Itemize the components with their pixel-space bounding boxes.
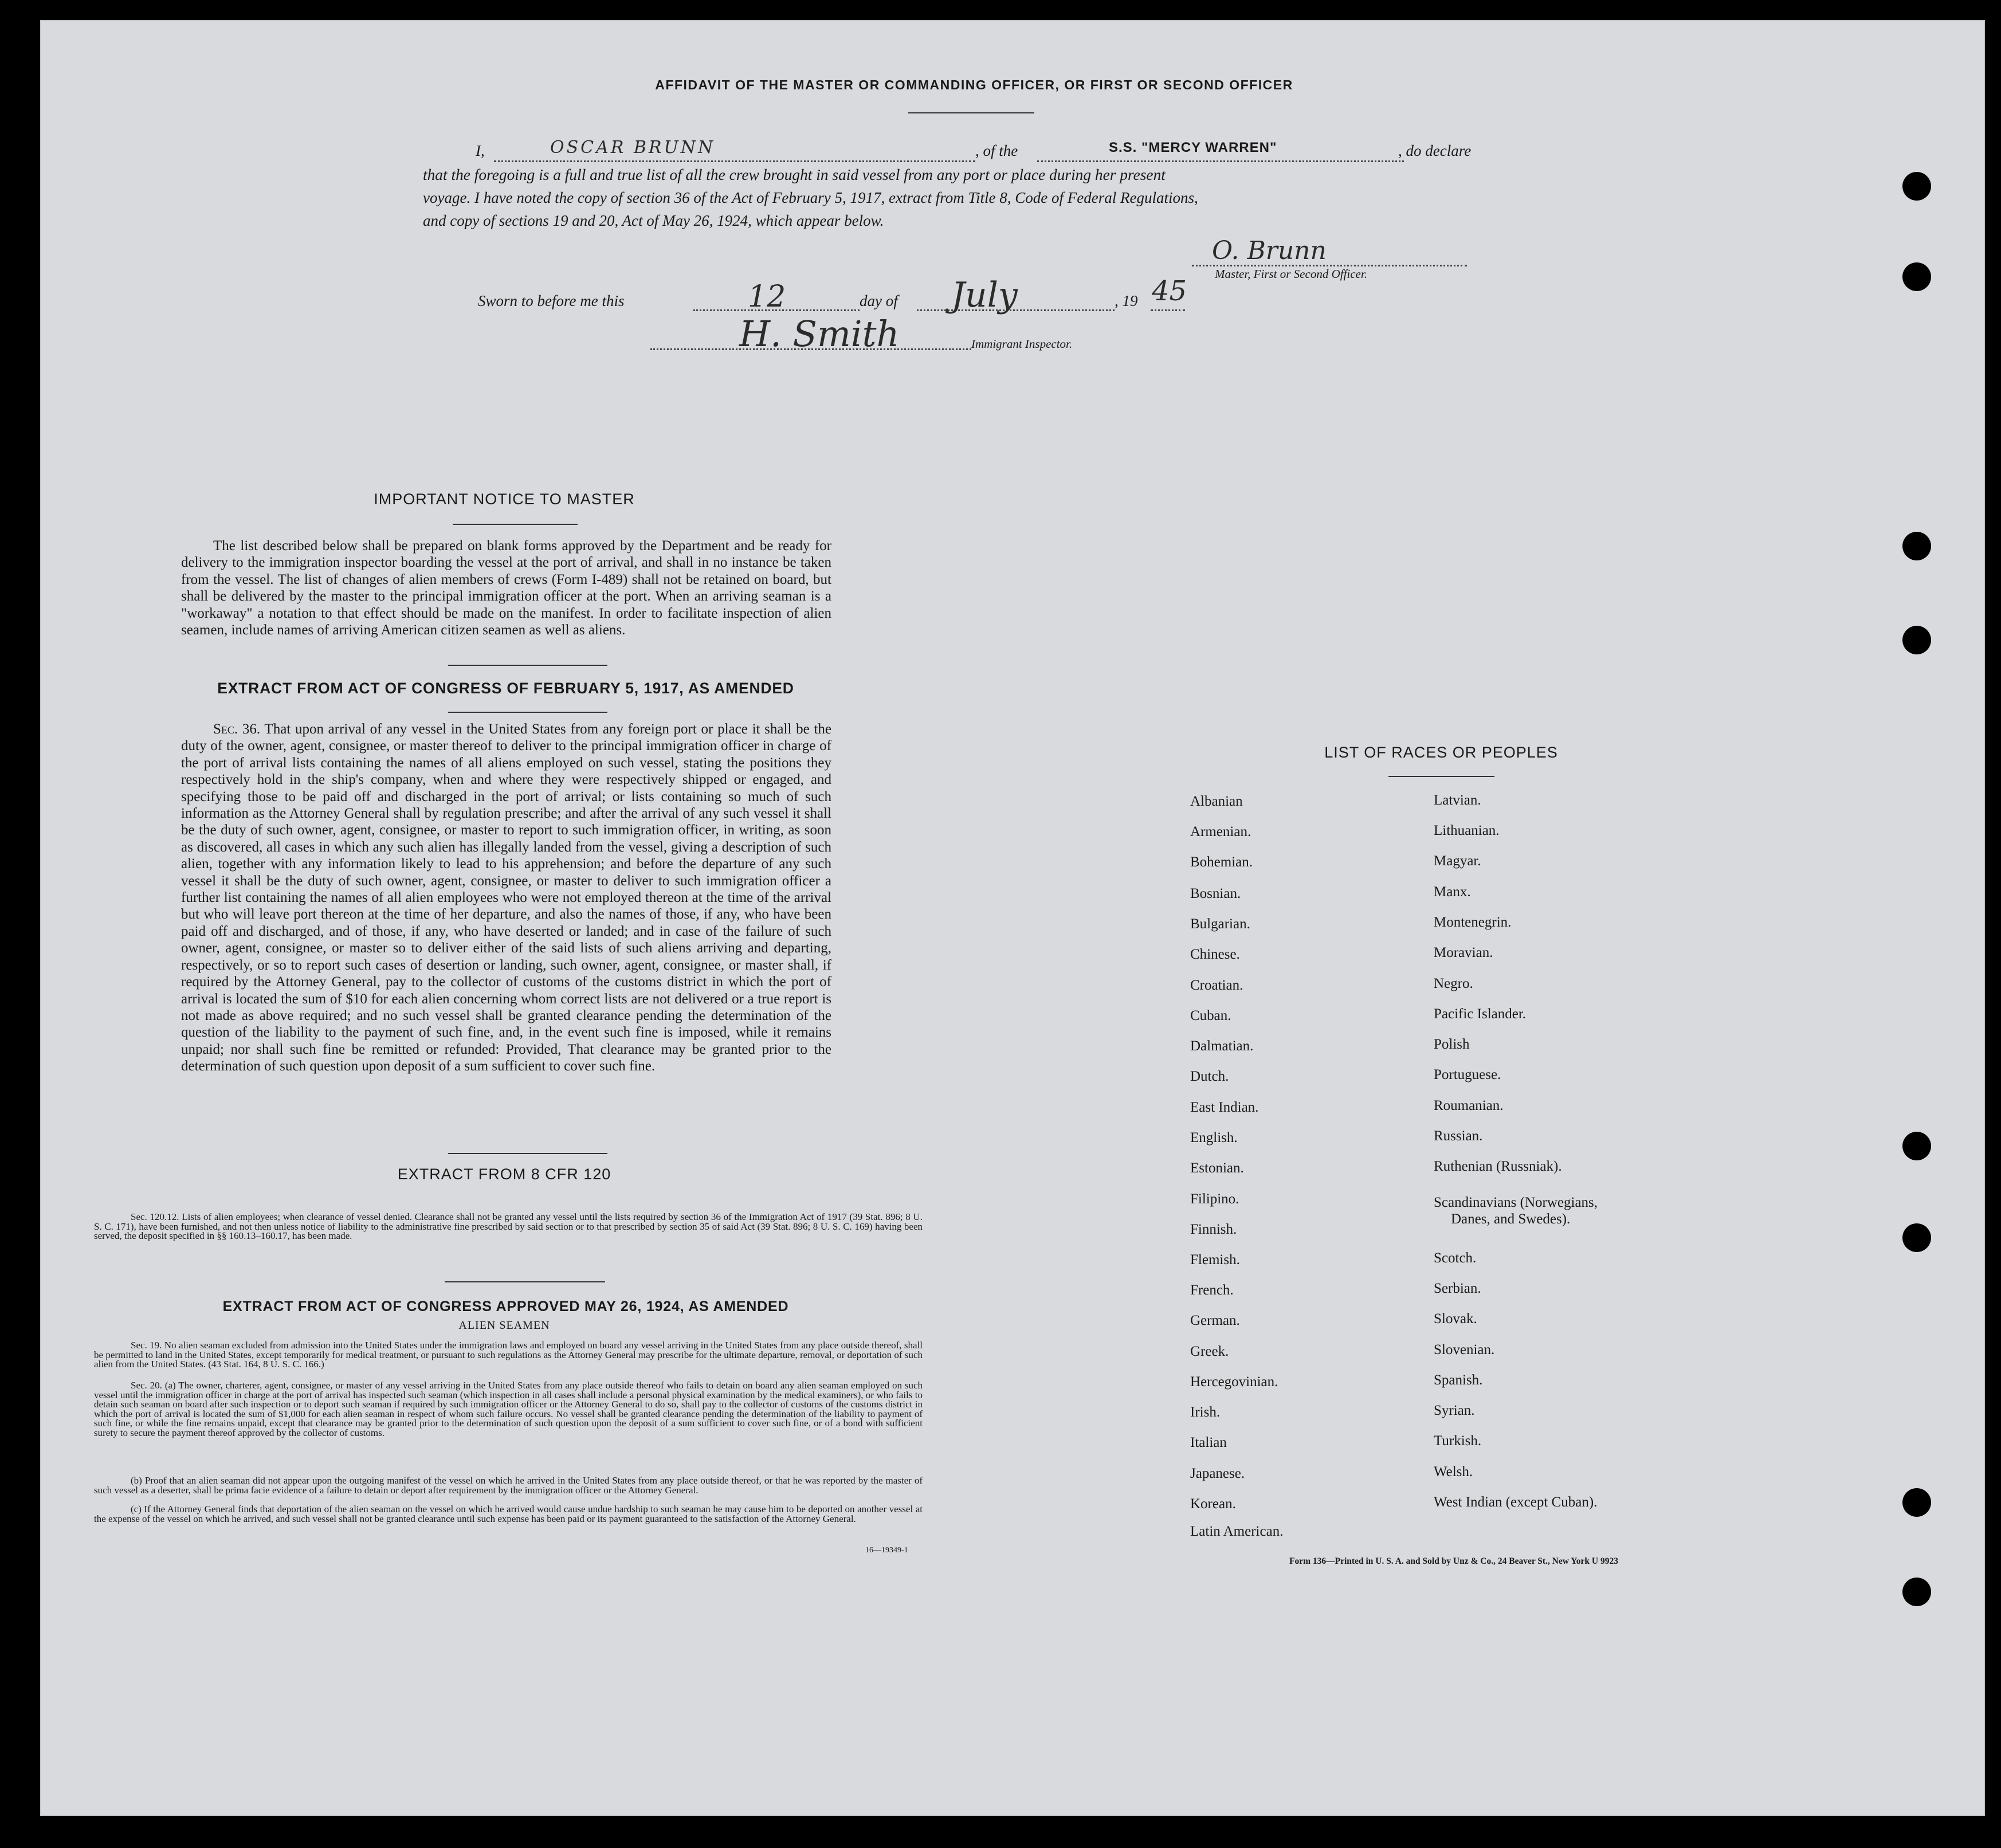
race-item: East Indian.: [1190, 1100, 1259, 1115]
race-item: Ruthenian (Russniak).: [1434, 1159, 1562, 1174]
punch-hole: [1902, 532, 1931, 560]
extract-1924-subtitle: ALIEN SEAMEN: [458, 1319, 550, 1332]
race-item: Serbian.: [1434, 1281, 1481, 1296]
race-item: Slovenian.: [1434, 1342, 1495, 1357]
race-item: French.: [1190, 1282, 1234, 1298]
punch-hole: [1902, 626, 1931, 654]
race-item: Russian.: [1434, 1128, 1483, 1144]
race-item: Danes, and Swedes).: [1451, 1211, 1571, 1227]
sworn-year: 45: [1152, 275, 1187, 307]
year-prefix: , 19: [1115, 292, 1138, 309]
extract-1917-divider: [448, 712, 607, 713]
sec-36-body: That upon arrival of any vessel in the United States from any foreign port or place it shall be the duty of the owner, agent, consignee, or master thereof to deliver to the principal immigration officer in charge of the port of arrival lists containing the names of all aliens employed on such vessel, stating the positions they respectively hold in the ship's company, when and where they were respectively shipped or engaged, and specifying those to be paid off and discharged in the port of arrival; or lists containing so much of such information as the Attorney General shall by regulation prescribe; and after the arrival of any such vessel it shall be the duty of such owner, agent, consignee, or master to report to such immigration officer, in writing, as soon as discovered, all cases in which any such alien has illegally landed from the vessel, giving a description of such alien, together with any information likely to lead to his apprehension; and before the departure of any such vessel it shall be the duty of such owner, agent, consignee, or master to deliver to such immigration officer a further list containing the names of all alien employees who were not employed thereon at the time of the arrival but who will leave port thereon at the time of her departure, and also the names of those, if any, who have been paid off and discharged, and of those, if any, who have deserted or landed; and in case of the failure of such owner, agent, consignee, or master so to deliver either of the said lists of such aliens arriving and departing, respectively, or so to report such cases of desertion or landing, such owner, agent, consignee, or master shall, if required by the Attorney General, pay to the collector of customs of the customs district in which the port of arrival is located the sum of $10 for each alien concerning whom correct lists are not delivered or a true report is not made as above required; and no such vessel shall be granted clearance pending the determination of the question of the liability to the payment of such fine, and, in the event such fine is imposed, while it remains unpaid; nor shall such fine be remitted or refunded: Provided, That clearance may be granted prior to the determination of such question upon deposit of a sum sufficient to cover such fine.: [181, 721, 831, 1074]
race-item: Finnish.: [1190, 1222, 1237, 1237]
affidavit-body-1: that the foregoing is a full and true list of all the crew brought in said vessel from any port or place during her present: [423, 166, 1166, 183]
punch-hole: [1902, 1488, 1931, 1517]
i-label: I,: [476, 142, 485, 159]
race-item: Scotch.: [1434, 1250, 1477, 1266]
master-name: OSCAR BRUNN: [550, 138, 716, 158]
races-title: LIST OF RACES OR PEOPLES: [1324, 744, 1558, 761]
extract-1917-text: [181, 721, 831, 1075]
race-item: Italian: [1190, 1435, 1227, 1450]
punch-hole: [1902, 1132, 1931, 1160]
race-item: Bulgarian.: [1190, 916, 1250, 932]
race-item: English.: [1190, 1130, 1238, 1145]
race-item: Estonian.: [1190, 1160, 1244, 1176]
extract-1924-title: EXTRACT FROM ACT OF CONGRESS APPROVED MAY 26, 1924, AS AMENDED: [222, 1298, 789, 1315]
race-item: Irish.: [1190, 1404, 1221, 1420]
race-item: Bosnian.: [1190, 886, 1241, 901]
race-item: Montenegrin.: [1434, 915, 1512, 930]
master-signature: O. Brunn: [1212, 236, 1327, 265]
vessel-line: [1037, 160, 1404, 162]
race-item: Korean.: [1190, 1496, 1236, 1512]
race-item: Dutch.: [1190, 1069, 1229, 1084]
race-item: Moravian.: [1434, 945, 1493, 960]
race-item: Slovak.: [1434, 1311, 1477, 1327]
race-item: Portuguese.: [1434, 1067, 1501, 1082]
race-item: Albanian: [1190, 794, 1243, 809]
race-item: Chinese.: [1190, 947, 1240, 962]
title-divider: [908, 112, 1034, 113]
inspector-signature: H. Smith: [739, 313, 900, 355]
race-item: Latvian.: [1434, 792, 1481, 808]
notice-text: The list described below shall be prepared on blank forms approved by the Department and be ready for delivery to the immigration inspector boarding the vessel at the port of arrival, and shall in no instance be taken from the vessel. The list of changes of alien members of crews (Form I-489) shall not be retained on board, but shall be delivered by the master to the principal immigration officer at the port. When an arriving seaman is a "workaway" a notation to that effect should be made on the manifest. In order to facilitate inspection of alien seamen, include names of arriving American citizen seamen as well as aliens.: [181, 538, 831, 638]
race-item: Roumanian.: [1434, 1098, 1504, 1113]
sec-36-label: Sec. 36.: [213, 721, 261, 737]
do-declare-label: , do declare: [1398, 142, 1472, 159]
races-divider: [1388, 776, 1494, 777]
race-item: Scandinavians (Norwegians,: [1434, 1195, 1598, 1210]
extract-1917-end-divider: [448, 1153, 607, 1154]
race-item: German.: [1190, 1313, 1240, 1328]
race-item: Magyar.: [1434, 853, 1481, 869]
sec-20a-text: Sec. 20. (a) The owner, charterer, agent, consignee, or master of any vessel arriving in the United States from any place outside thereof who fails to detain on board any alien seaman employed on such vessel until the immigration officer in charge at the port of arrival has inspected such seaman (which inspection in all cases shall include a personal physical examination by the medical examiners), or who fails to detain such seaman on board after such inspection or to deport such seaman if required by such immigration officer or the Attorney General to do so, shall pay to the collector of customs of the customs district in which the port of arrival is located the sum of $1,000 for each alien seaman in respect of whom such failure occurs. No vessel shall be granted clearance pending the determination of the liability to payment of such fine, or while the fine remains unpaid, except that clearance may be granted prior to the determination of such question upon the deposit of a sum sufficient to cover such fine, or of a bond with sufficient surety to secure the payment thereof approved by the collector of customs.: [94, 1380, 923, 1438]
race-item: Cuban.: [1190, 1008, 1231, 1023]
race-item: Bohemian.: [1190, 854, 1253, 870]
race-item: Welsh.: [1434, 1464, 1473, 1480]
notice-title: IMPORTANT NOTICE TO MASTER: [374, 491, 635, 508]
form-code: 16—19349-1: [865, 1546, 908, 1555]
vessel-name: S.S. "MERCY WARREN": [1109, 140, 1277, 155]
race-item: Filipino.: [1190, 1191, 1239, 1207]
affidavit-body-3: and copy of sections 19 and 20, Act of May 26, 1924, which appear below.: [423, 212, 884, 229]
affidavit-body-2: voyage. I have noted the copy of section 36 of the Act of February 5, 1917, extract from Title 8, Code of Federal Regulations,: [423, 189, 1198, 206]
notice-end-divider: [448, 665, 607, 666]
year-line: [1151, 309, 1185, 311]
race-item: Dalmatian.: [1190, 1038, 1254, 1054]
form-footer: Form 136—Printed in U. S. A. and Sold by Unz & Co., 24 Beaver St., New York U 9923: [1289, 1556, 1618, 1566]
race-item: Latin American.: [1190, 1524, 1284, 1539]
race-item: Flemish.: [1190, 1252, 1240, 1268]
inspector-caption: Immigrant Inspector.: [971, 337, 1073, 351]
sec-19-text: Sec. 19. No alien seaman excluded from admission into the United States under the immigration laws and employed on board any vessel arriving in the United States from any place outside thereof, shall be permitted to land in the United States, except temporarily for medical treatment, or pursuant to such regulations as the Attorney General may prescribe for the ultimate departure, removal, or deportation of such alien from the United States. (43 Stat. 164, 8 U. S. C. 166.): [94, 1340, 923, 1370]
sworn-month: July: [951, 275, 1018, 315]
race-item: West Indian (except Cuban).: [1434, 1494, 1598, 1510]
sec-20c-text: (c) If the Attorney General finds that deportation of the alien seaman on the vessel on which he arrived would cause undue hardship to such seaman he may cause him to be deported on another vessel at the expense of the vessel on which he arrived, and such vessel shall not be granted clearance until such expense has been paid or its payment guaranteed to the satisfaction of the Attorney General.: [94, 1504, 923, 1524]
race-item: Lithuanian.: [1434, 823, 1500, 838]
sworn-label: Sworn to before me this: [478, 292, 625, 309]
race-item: Turkish.: [1434, 1433, 1482, 1449]
punch-hole: [1902, 172, 1931, 201]
race-item: Croatian.: [1190, 978, 1243, 993]
race-item: Armenian.: [1190, 824, 1251, 839]
sec-20b-text: (b) Proof that an alien seaman did not appear upon the outgoing manifest of the vessel on which he arrived in the United States from any place outside thereof, or that he was reported by the master of such vessel as a deserter, shall be prima facie evidence of a failure to detain or deport after requirement by the immigration officer or the Attorney General.: [94, 1475, 923, 1496]
of-the-label: , of the: [975, 142, 1018, 159]
affidavit-title: AFFIDAVIT OF THE MASTER OR COMMANDING OFFICER, OR FIRST OR SECOND OFFICER: [655, 77, 1293, 92]
race-item: Pacific Islander.: [1434, 1006, 1527, 1022]
master-caption: Master, First or Second Officer.: [1215, 267, 1367, 281]
race-item: Manx.: [1434, 884, 1471, 900]
race-item: Hercegovinian.: [1190, 1374, 1278, 1390]
sworn-day: 12: [748, 280, 786, 314]
extract-cfr-title: EXTRACT FROM 8 CFR 120: [397, 1166, 611, 1183]
punch-hole: [1902, 1223, 1931, 1252]
race-item: Syrian.: [1434, 1403, 1475, 1418]
race-item: Polish: [1434, 1037, 1470, 1052]
extract-cfr-divider: [445, 1281, 605, 1282]
punch-hole: [1902, 1578, 1931, 1606]
punch-hole: [1902, 262, 1931, 291]
race-item: Negro.: [1434, 976, 1473, 991]
extract-cfr-text: Sec. 120.12. Lists of alien employees; when clearance of vessel denied. Clearance shall not be granted any vessel until the lists required by section 36 of the Immigration Act of 1917 (39 Stat. 896; 8 U. S. C. 171), have been furnished, and not then unless notice of liability to the administrative fine prescribed by said section or to that prescribed by section 35 of said Act (39 Stat. 896; 8 U. S. C. 169) having been served, the deposit specified in §§ 160.13–160.17, has been made.: [94, 1211, 923, 1242]
day-of-label: day of: [860, 292, 898, 309]
race-item: Greek.: [1190, 1344, 1229, 1359]
race-item: Japanese.: [1190, 1466, 1245, 1481]
extract-1917-title: EXTRACT FROM ACT OF CONGRESS OF FEBRUARY 5, 1917, AS AMENDED: [217, 680, 794, 697]
name-line: [494, 160, 975, 162]
notice-divider: [453, 524, 578, 525]
race-item: Spanish.: [1434, 1372, 1483, 1388]
